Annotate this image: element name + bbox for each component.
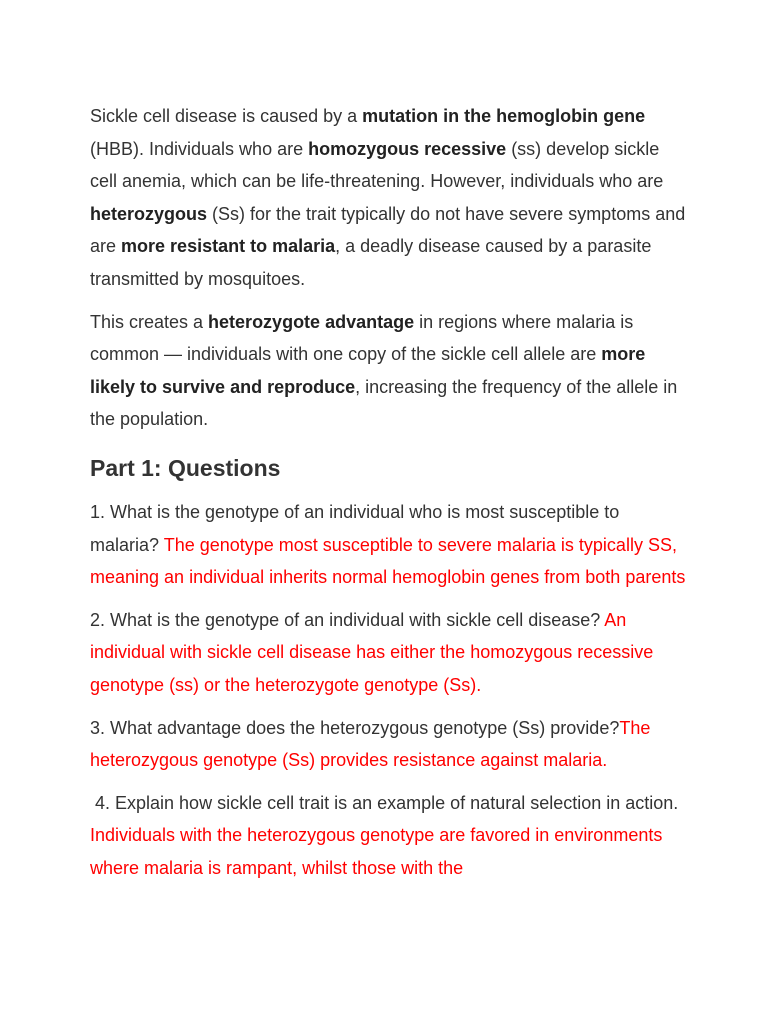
intro-p1-seg-5: heterozygous: [90, 203, 208, 224]
question-2: [90, 604, 690, 702]
question-2-text: 2. What is the genotype of an individual with sickle cell disease?: [90, 609, 605, 630]
intro-p2-seg-1: heterozygote advantage: [208, 311, 415, 332]
answer-2-text: An individual with sickle cell disease has either the homozygous recessive genotype (ss) or the heterozygote genotype (Ss).: [90, 609, 654, 695]
answer-1-text: The genotype most susceptible to severe malaria is typically SS, meaning an individual inherits normal hemoglobin genes from both parents: [90, 534, 686, 588]
intro-paragraph-2: [90, 306, 690, 436]
intro-p2-seg-2: in regions where malaria is common — individuals with one copy of the sickle cell allele are: [90, 311, 634, 365]
intro-p2-seg-4: , increasing the frequency of the allele in the population.: [90, 376, 678, 430]
intro-p1-seg-6: (Ss) for the trait typically do not have severe symptoms and are: [90, 203, 686, 257]
intro-p2-seg-3: more likely to survive and reproduce: [90, 344, 646, 397]
question-1-text: 1. What is the genotype of an individual who is most susceptible to malaria?: [90, 501, 620, 555]
question-3-text: 3. What advantage does the heterozygous genotype (Ss) provide?: [90, 717, 620, 738]
question-1: [90, 496, 690, 594]
intro-p1-seg-8: , a deadly disease caused by a parasite transmitted by mosquitoes.: [90, 236, 652, 289]
intro-p2-seg-0: This creates a: [90, 311, 209, 332]
intro-paragraph-1: [90, 100, 690, 296]
answer-4-text: Individuals with the heterozygous genotype are favored in environments where malaria is rampant, whilst those with the: [90, 825, 663, 878]
question-3: [90, 712, 690, 777]
part1-heading: Part 1: Questions: [90, 454, 281, 481]
answer-3-text: The heterozygous genotype (Ss) provides resistance against malaria.: [90, 717, 651, 771]
intro-p1-seg-2: (HBB). Individuals who are: [90, 138, 309, 159]
document-page: [90, 100, 690, 894]
intro-p1-seg-4: (ss) develop sickle cell anemia, which can be life-threatening. However, individuals who are: [90, 138, 664, 192]
intro-p1-seg-3: homozygous recessive: [308, 138, 507, 159]
question-4-text: 4. Explain how sickle cell trait is an example of natural selection in action.: [95, 792, 679, 813]
intro-p1-seg-1: mutation in the hemoglobin gene: [362, 106, 646, 126]
intro-p1-seg-7: more resistant to malaria: [121, 236, 336, 257]
intro-p1-seg-0: Sickle cell disease is caused by a: [90, 106, 363, 126]
question-4: [90, 787, 690, 885]
